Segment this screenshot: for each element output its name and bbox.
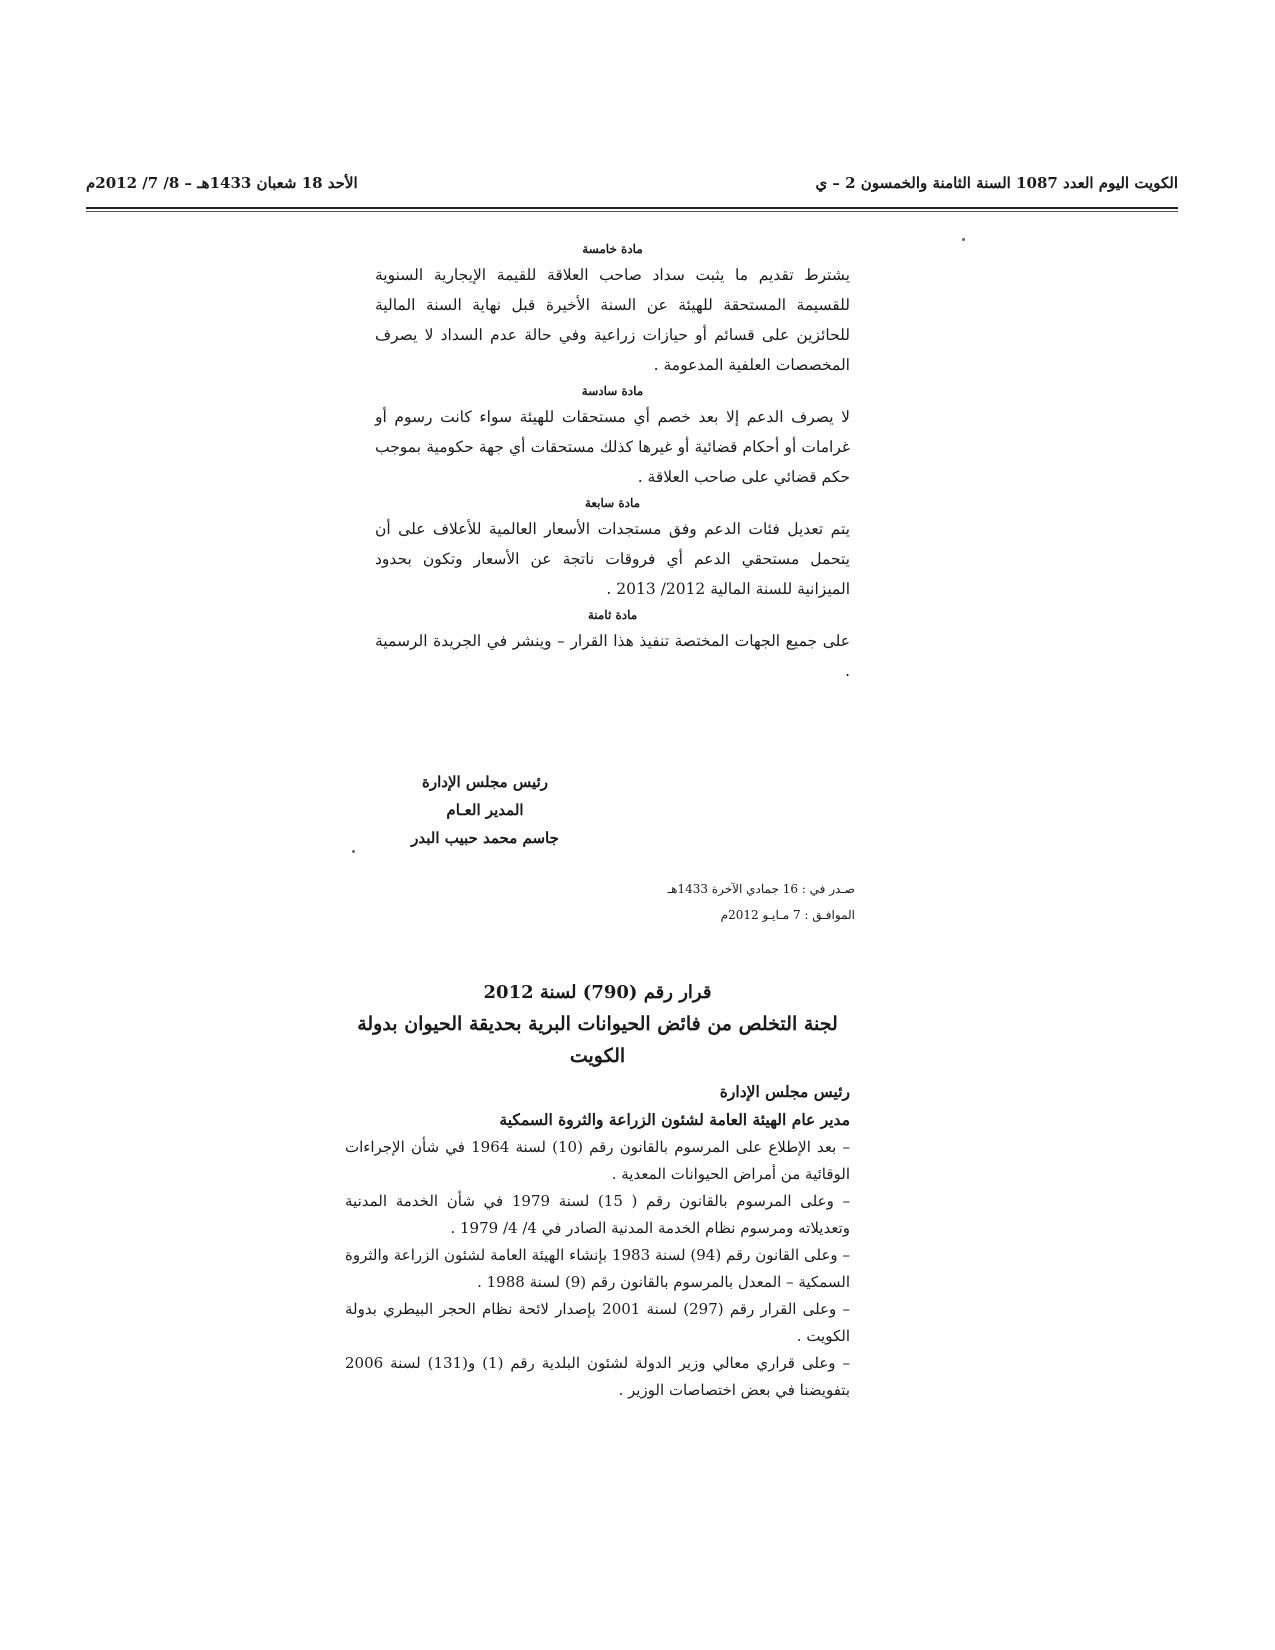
decision-subtitle: لجنة التخلص من فائض الحيوانات البرية بحديقة الحيوان بدولة الكويت <box>357 1013 838 1067</box>
article-title-6: مادة سادسة <box>581 384 644 398</box>
recital-1: – بعد الإطلاع على المرسوم بالقانون رقم (10) لسنة 1964 في شأن الإجراءات الوقائية من أمراض الحيوانات المعدية . <box>345 1138 850 1183</box>
signature-name: جاسم محمد حبيب البدر <box>411 829 559 847</box>
recital-4: – وعلى القرار رقم (297) لسنة 2001 بإصدار لائحة نظام الحجر البيطري بدولة الكويت . <box>345 1300 850 1345</box>
decision-issuer: رئيس مجلس الإدارة <box>719 1082 850 1101</box>
recital-5: – وعلى قراري معالي وزير الدولة لشئون البلدية رقم (1) و(131) لسنة 2006 بتفويضنا في بعض اختصاصات الوزير . <box>345 1354 850 1399</box>
issued-hijri: صـدر في : 16 جمادي الآخرة 1433هـ <box>667 882 855 896</box>
page-header <box>86 168 1178 204</box>
article-text-7: يتم تعديل فئات الدعم وفق مستجدات الأسعار العالمية للأعلاف على أن يتحمل مستحقي الدعم أي فروقات ناتجة عن الأسعار وتكون بحدود الميزانية للسنة المالية 2012/ 2013 . <box>375 520 850 598</box>
issued-gregorian: الموافـق : 7 مـايـو 2012م <box>720 908 855 922</box>
article-title-5: مادة خامسة <box>582 242 643 256</box>
recital-2: – وعلى المرسوم بالقانون رقم ( 15) لسنة 1979 في شأن الخدمة المدنية وتعديلاته ومرسوم نظام الخدمة المدنية الصادر في 4/ 4/ 1979 . <box>345 1192 850 1237</box>
scan-speck <box>962 238 965 241</box>
signature-title: رئيس مجلس الإدارة <box>422 773 548 791</box>
signature-block <box>360 768 610 852</box>
publication-info: الكويت اليوم العدد 1087 السنة الثامنة والخمسون 2 – ي <box>815 174 1178 192</box>
header-rule <box>86 207 1178 212</box>
decision-issuer-role: مدير عام الهيئة العامة لشئون الزراعة والثروة السمكية <box>499 1110 850 1129</box>
signature-role: المدير العـام <box>446 801 524 819</box>
decision-title: قرار رقم (790) لسنة 2012 <box>483 982 712 1003</box>
article-text-8: على جميع الجهات المختصة تنفيذ هذا القرار – وينشر في الجريدة الرسمية . <box>375 632 850 680</box>
recital-3: – وعلى القانون رقم (94) لسنة 1983 بإنشاء الهيئة العامة لشئون الزراعة والثروة السمكية – المعدل بالمرسوم بالقانون رقم (9) لسنة 1988 . <box>345 1246 850 1291</box>
article-text-5: يشترط تقديم ما يثبت سداد صاحب العلاقة للقيمة الإيجارية السنوية للقسيمة المستحقة للهيئة عن السنة الأخيرة قبل نهاية السنة المالية للحائزين على قسائم أو حيازات زراعية وفي حالة عدم السداد لا يصرف المخصصات العلفية المدعومة . <box>375 266 850 374</box>
scan-speck <box>352 850 355 853</box>
article-text-6: لا يصرف الدعم إلا بعد خصم أي مستحقات للهيئة سواء كانت رسوم أو غرامات أو أحكام قضائية أو غيرها كذلك مستحقات أي جهة حكومية بموجب حكم قضائي على صاحب العلاقة . <box>375 408 850 486</box>
decision-section <box>345 978 850 1404</box>
articles-column <box>375 238 850 686</box>
issued-block <box>610 876 855 928</box>
article-title-7: مادة سابعة <box>584 496 641 510</box>
article-title-8: مادة ثامنة <box>587 608 638 622</box>
issue-date: الأحد 18 شعبان 1433هـ – 8/ 7/ 2012م <box>86 174 358 192</box>
